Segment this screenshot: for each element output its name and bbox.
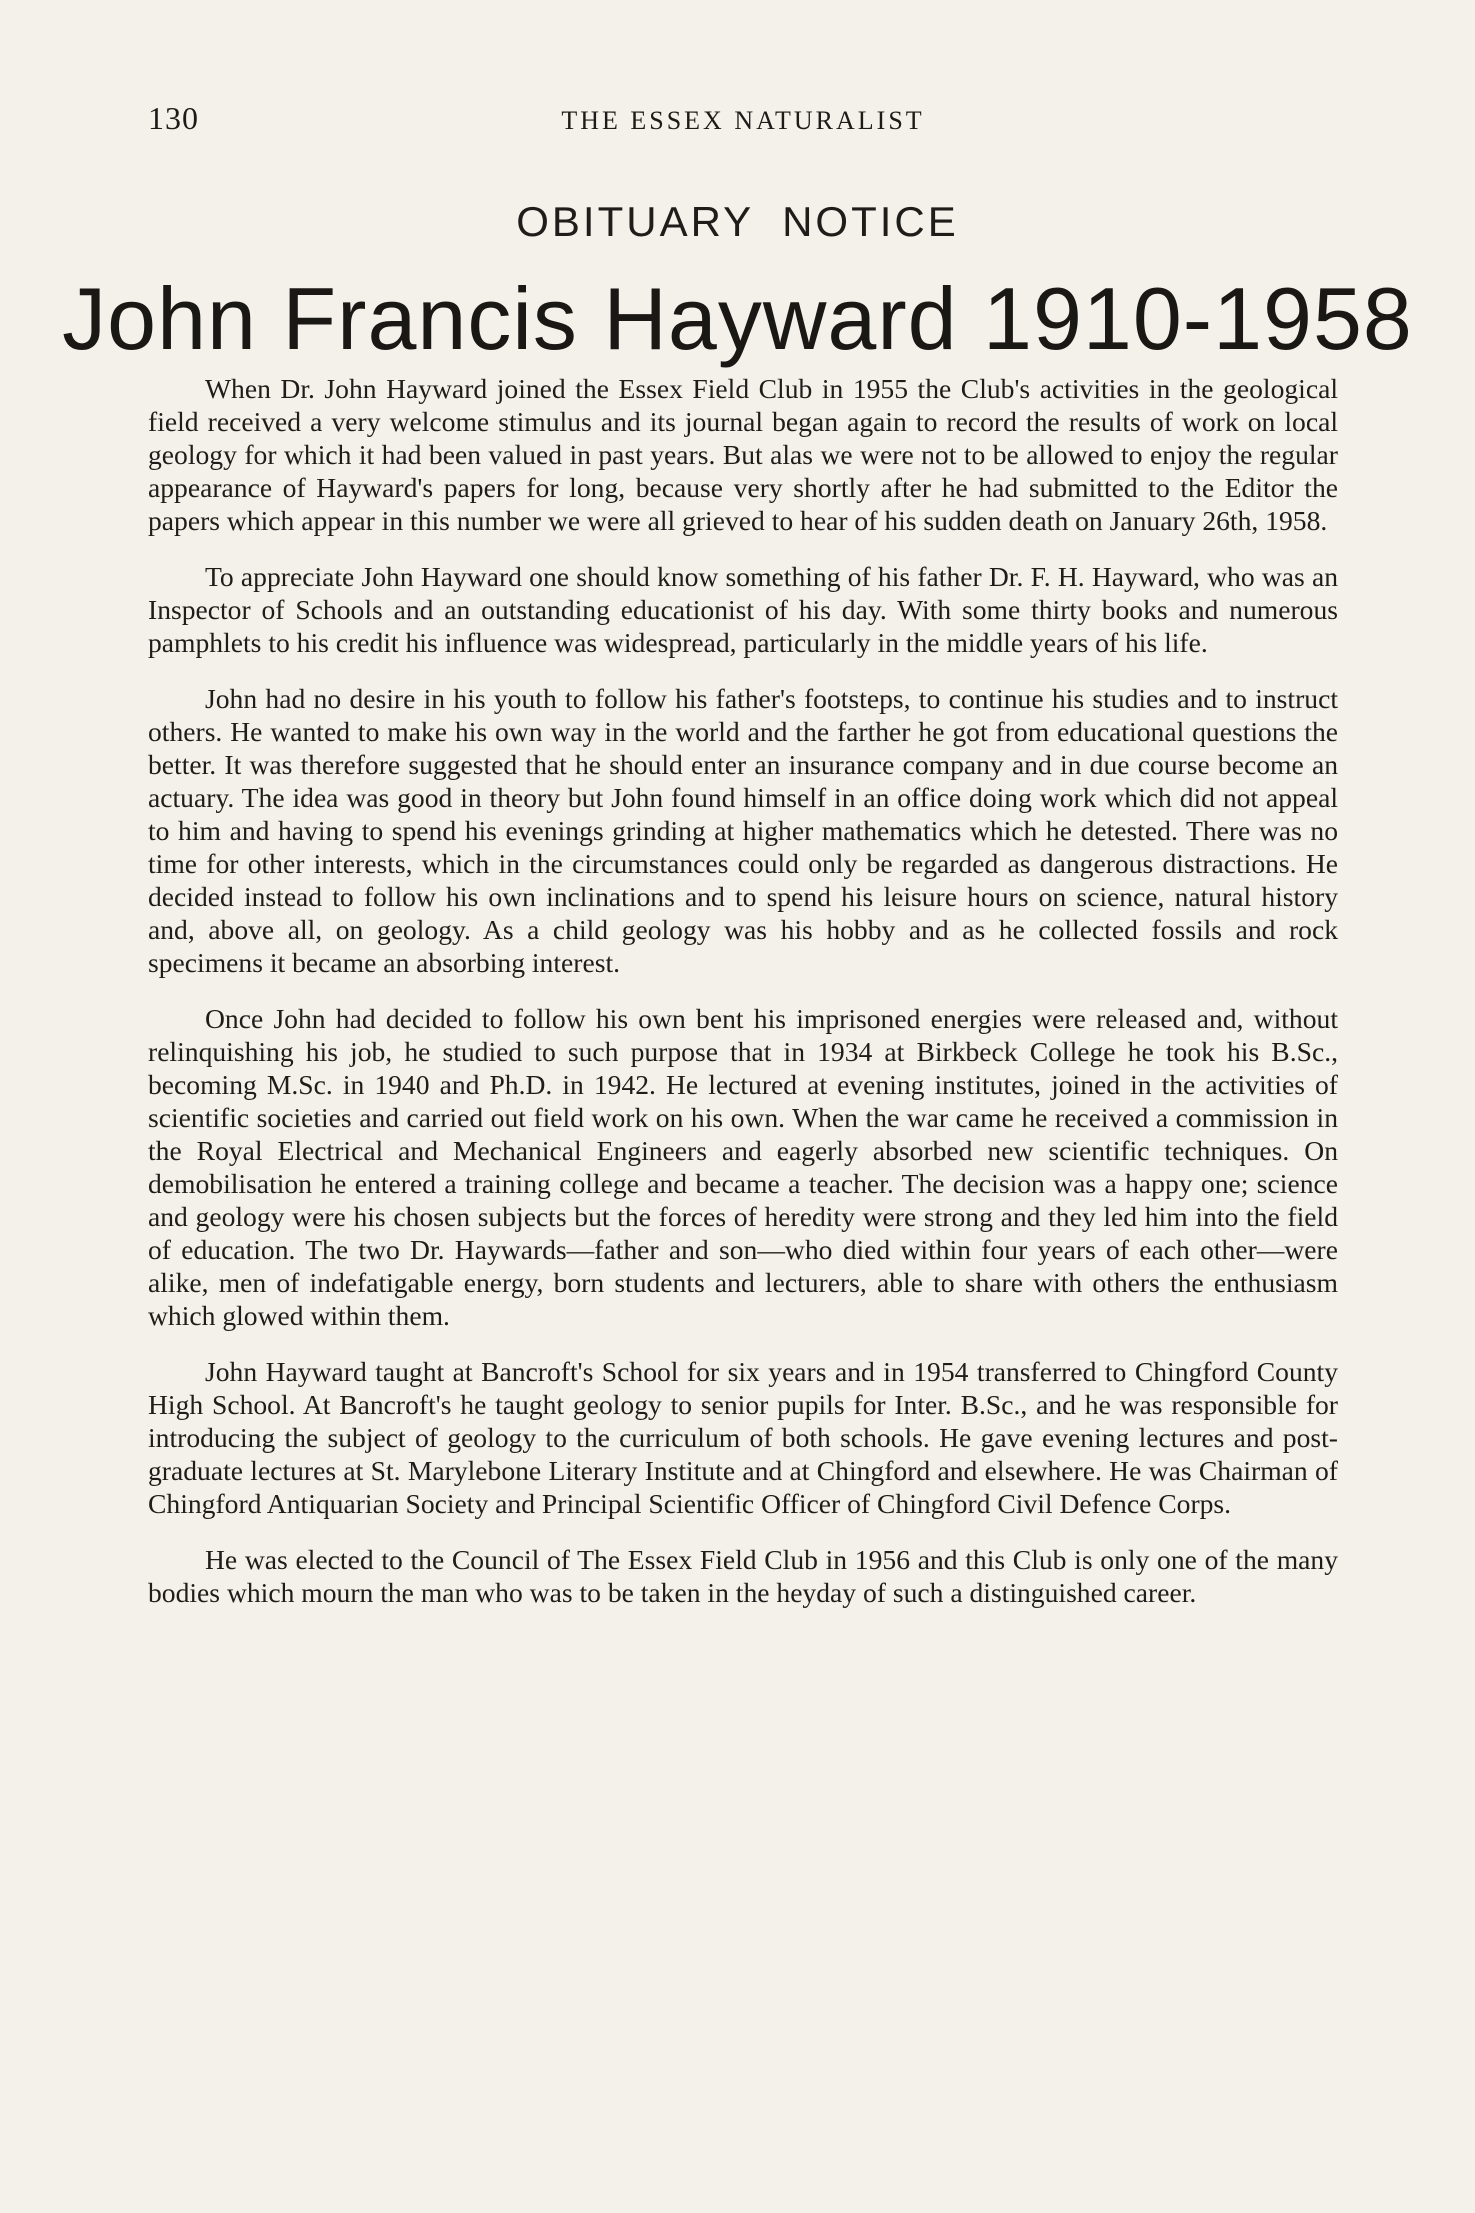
running-head [148,100,1338,144]
page-number: 130 [148,100,199,136]
paragraph-5: John Hayward taught at Bancroft's School for six years and in 1954 transferred to Chingford County High School. At Bancroft's he taught geology to senior pupils for Inter. B.Sc., and he was responsible for introducing the subject of geology to the curriculum of both schools. He gave evening lectures and post-graduate lectures at St. Marylebone Literary Institute and at Chingford and elsewhere. He was Chairman of Chingford Antiquarian Society and Principal Scientific Officer of Chingford Civil Defence Corps. [148,1356,1338,1519]
journal-title: THE ESSEX NATURALIST [561,106,925,135]
article-body [148,372,1338,1632]
paragraph-4: Once John had decided to follow his own bent his imprisoned energies were released and, without relinquishing his job, he studied to such purpose that in 1934 at Birkbeck College he took his B.Sc., becoming M.Sc. in 1940 and Ph.D. in 1942. He lectured at evening institutes, joined in the activities of scientific societies and carried out field work on his own. When the war came he received a commission in the Royal Electrical and Mechanical Engineers and eagerly absorbed new scientific techniques. On demobilisation he entered a training college and became a teacher. The decision was a happy one; science and geology were his chosen subjects but the forces of heredity were strong and they led him into the field of education. The two Dr. Haywards—father and son—who died within four years of each other—were alike, men of indefatigable energy, born students and lecturers, able to share with others the enthusiasm which glowed within them. [148,1003,1338,1331]
section-title: OBITUARY NOTICE [516,198,959,245]
paragraph-3: John had no desire in his youth to follow his father's footsteps, to continue his studies and to instruct others. He wanted to make his own way in the world and the farther he got from educational questions the better. It was therefore suggested that he should enter an insurance company and in due course become an actuary. The idea was good in theory but John found himself in an office doing work which did not appeal to him and having to spend his evenings grinding at higher mathematics which he detested. There was no time for other interests, which in the circumstances could only be regarded as dangerous distractions. He decided instead to follow his own inclinations and to spend his leisure hours on science, natural history and, above all, on geology. As a child geology was his hobby and as he collected fossils and rock specimens it became an absorbing interest. [148,683,1338,978]
paragraph-2: To appreciate John Hayward one should know something of his father Dr. F. H. Hayward, who was an Inspector of Schools and an outstanding educationist of his day. With some thirty books and numerous pamphlets to his credit his influence was widespread, particularly in the middle years of his life. [148,561,1338,658]
paragraph-6: He was elected to the Council of The Essex Field Club in 1956 and this Club is only one of the many bodies which mourn the man who was to be taken in the heyday of such a distinguished career. [148,1544,1338,1608]
obituary-name: John Francis Hayward 1910-1958 [62,269,1413,368]
paragraph-1: When Dr. John Hayward joined the Essex Field Club in 1955 the Club's activities in the geological field received a very welcome stimulus and its journal began again to record the results of work on local geology for which it had been valued in past years. But alas we were not to be allowed to enjoy the regular appearance of Hayward's papers for long, because very shortly after he had submitted to the Editor the papers which appear in this number we were all grieved to hear of his sudden death on January 26th, 1958. [148,373,1338,536]
